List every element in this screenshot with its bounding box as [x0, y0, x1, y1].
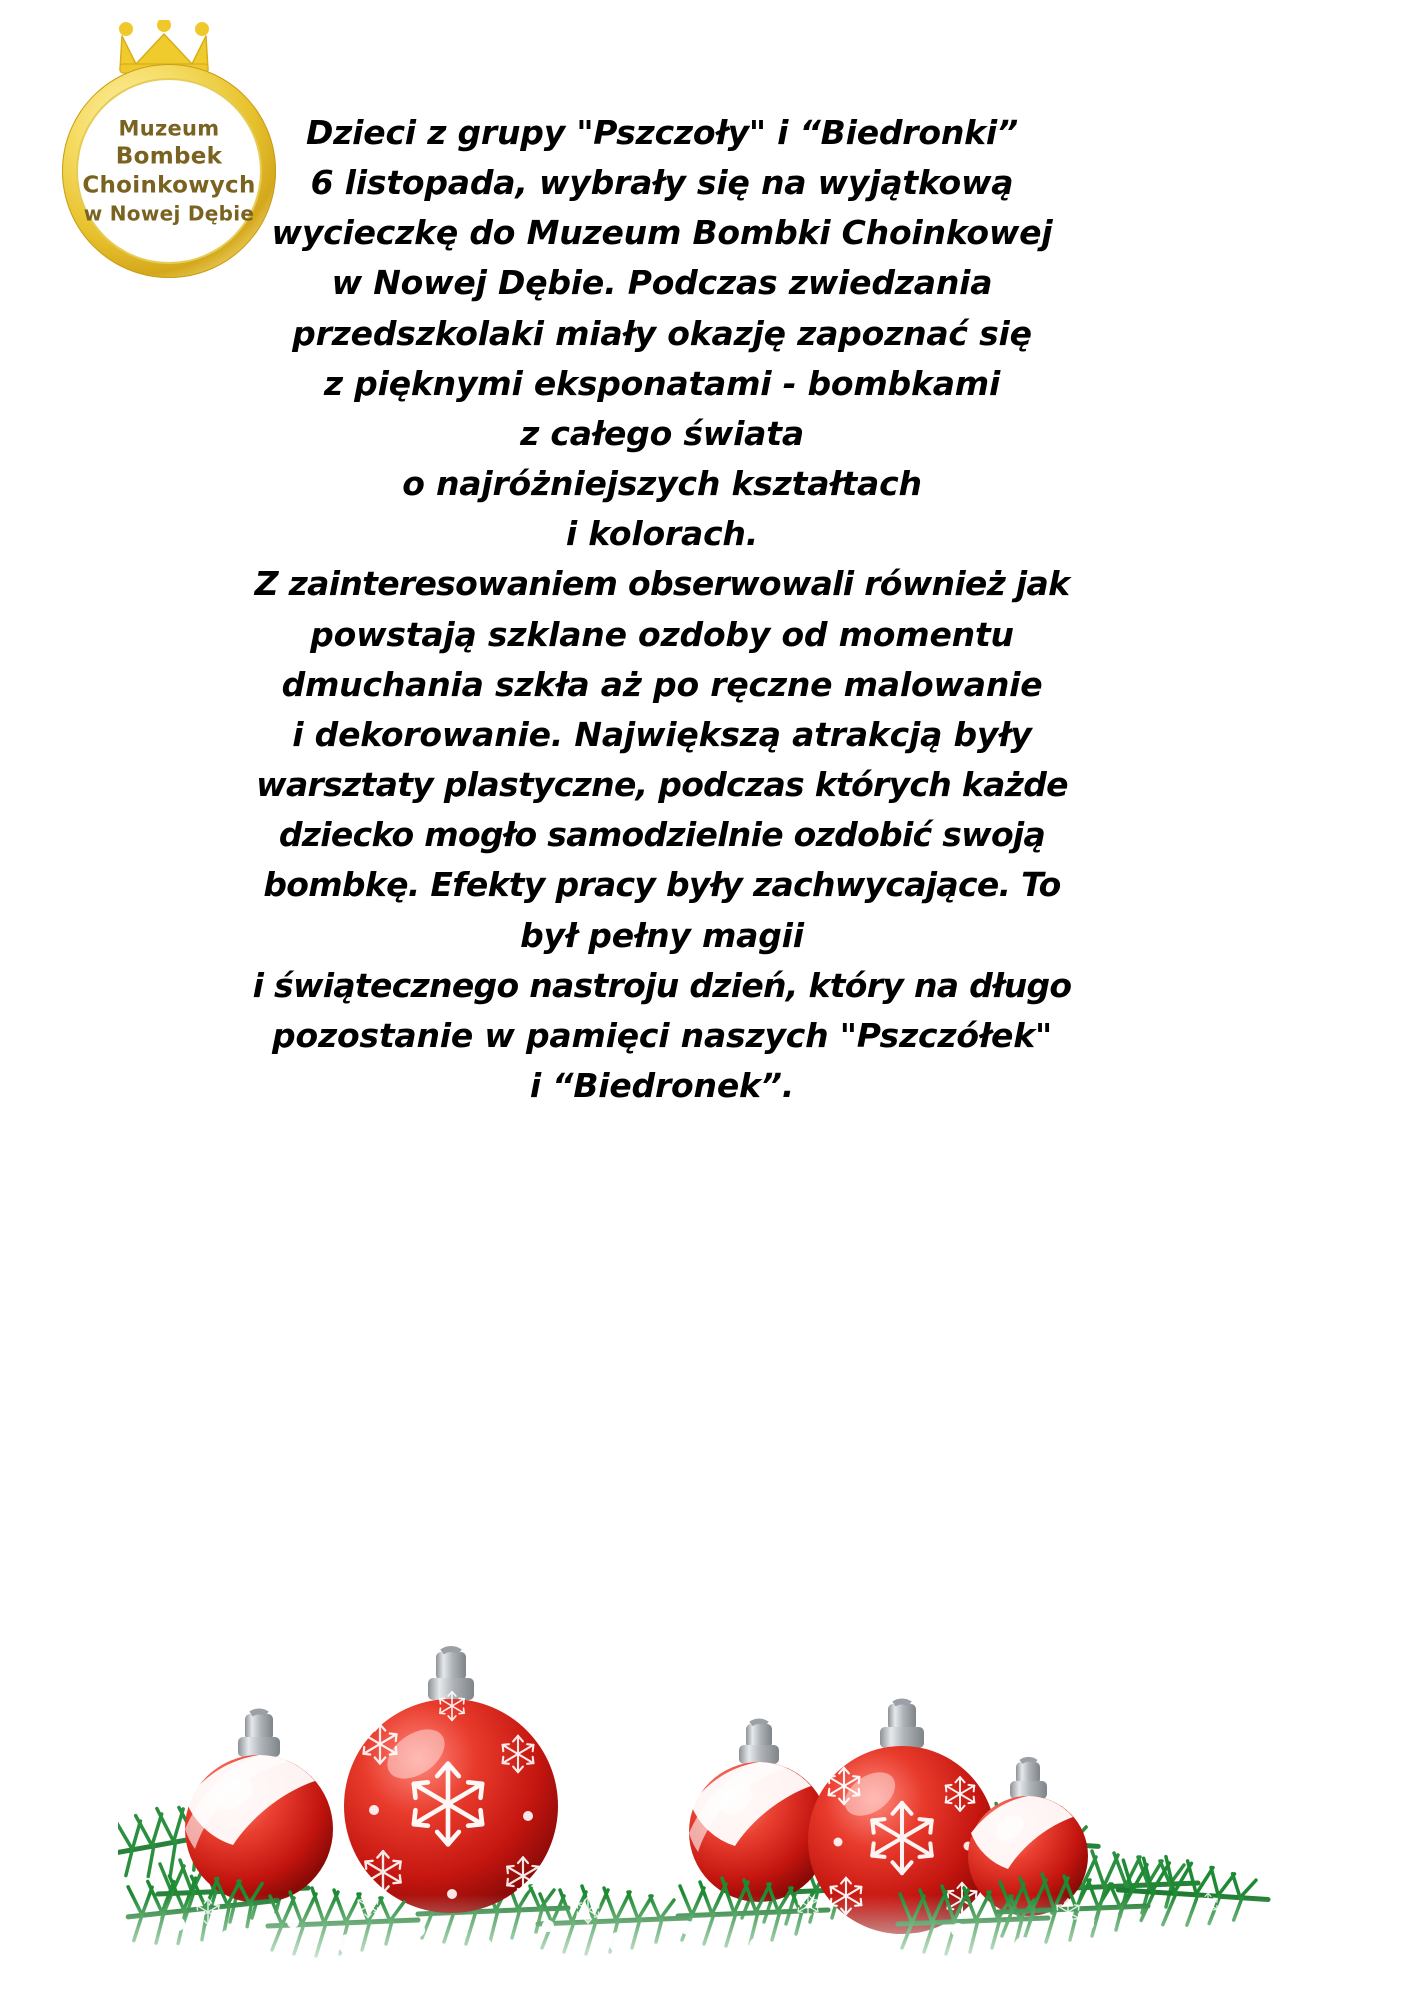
text-line: dziecko mogło samodzielnie ozdobić swoją — [278, 815, 1046, 855]
text-line: bombkę. Efekty pracy były zachwycające. To — [263, 865, 1061, 905]
text-line: dmuchania szkła aż po ręczne malowanie — [281, 664, 1043, 704]
logo-line-3: Choinkowych — [82, 172, 256, 199]
text-line: wycieczkę do Muzeum Bombki Choinkowej — [271, 213, 1053, 253]
text-line: pozostanie w pamięci naszych "Pszczółek" — [272, 1015, 1052, 1055]
text-line: z pięknymi eksponatami - bombkami — [323, 363, 1001, 403]
text-line: Dzieci z grupy "Pszczoły" i “Biedronki” — [305, 113, 1019, 152]
bauble-striped-left — [185, 1711, 333, 1903]
text-line: i kolorach. — [565, 514, 759, 554]
snow-base — [118, 1893, 1298, 1974]
logo-line-1: Muzeum — [118, 116, 220, 141]
bauble-red-large — [344, 1649, 558, 1913]
text-line: przedszkolaki miały okazję zapoznać się — [292, 313, 1032, 353]
baubles-svg — [118, 1594, 1298, 1974]
text-line: powstają szklane ozdoby od momentu — [310, 614, 1014, 654]
text-line: 6 listopada, wybrały się na wyjątkową — [310, 163, 1014, 203]
bauble-striped-center — [689, 1721, 829, 1902]
text-line: Z zainteresowaniem obserwowali również jak — [254, 564, 1070, 604]
announcement-text — [232, 108, 1092, 1111]
christmas-baubles-illustration — [118, 1594, 1298, 1974]
text-line: o najróżniejszych kształtach — [402, 464, 922, 504]
text-line: i świątecznego nastroju dzień, który na długo — [252, 965, 1072, 1005]
logo-line-4: w Nowej Dębie — [83, 201, 255, 226]
text-line: warsztaty plastyczne, podczas których każde — [256, 765, 1068, 805]
text-line: był pełny magii — [520, 915, 804, 955]
text-line: z całego świata — [520, 413, 804, 453]
text-line: w Nowej Dębie. Podczas zwiedzania — [331, 263, 993, 303]
text-line: i “Biedronek”. — [529, 1065, 795, 1105]
text-line: i dekorowanie. Największą atrakcją były — [292, 714, 1032, 754]
logo-line-2: Bombek — [115, 143, 223, 170]
